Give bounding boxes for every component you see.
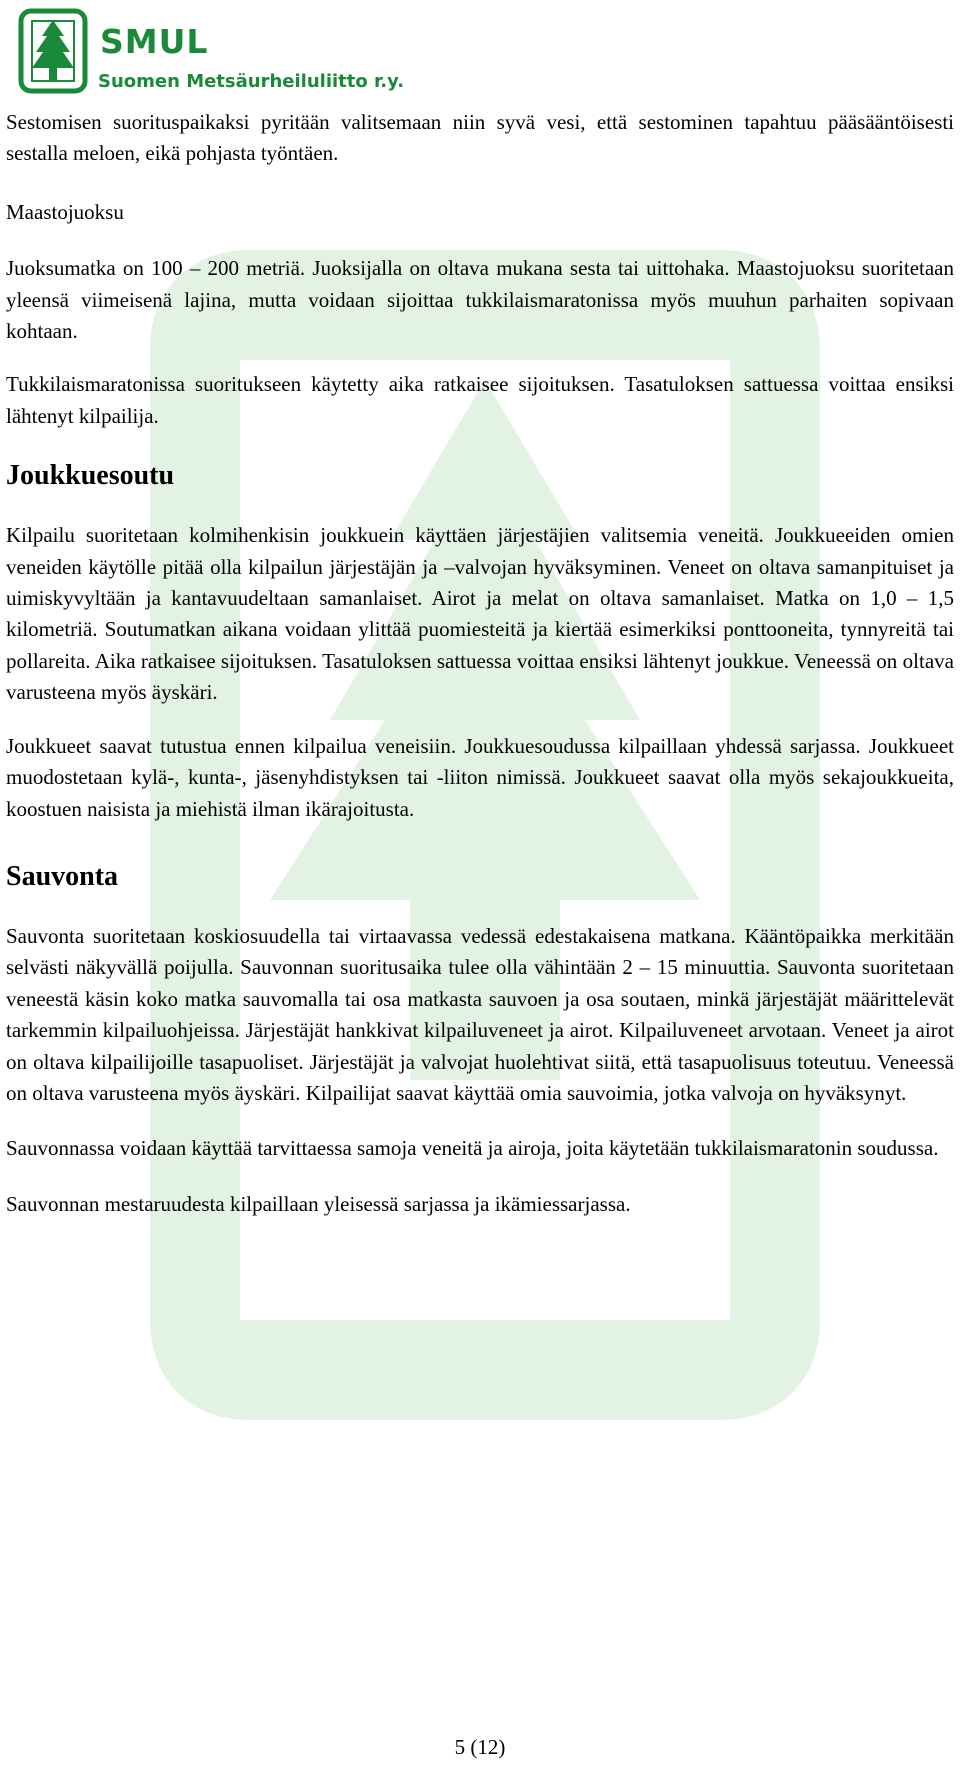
paragraph: Sauvonnan mestaruudesta kilpaillaan yleisessä sarjassa ja ikämiessarjassa. — [6, 1191, 631, 1216]
page-number: 5 (12) — [454, 1735, 506, 1759]
paragraph: Tukkilaismaratonissa suoritukseen käytetty aika ratkaisee sijoituksen. Tasatuloksen sattuessa voittaa ensiksi lähtenyt kilpailija. — [6, 372, 954, 428]
paragraph: Sestomisen suorituspaikaksi pyritään valitsemaan niin syvä vesi, että sestominen tapahtuu pääsääntöisesti sestalla meloen, eikä pohjasta työntäen. — [6, 110, 954, 166]
letterhead — [18, 8, 478, 100]
document-body — [6, 107, 954, 1220]
org-full-name: Suomen Metsäurheiluliitto r.y. — [98, 71, 405, 92]
pine-tree-logo-icon — [18, 8, 88, 94]
paragraph: Joukkueet saavat tutustua ennen kilpailua veneisiin. Joukkuesoudussa kilpaillaan yhdessä sarjassa. Joukkueet muodostetaan kylä-, kunta-, jäsenyhdistyksen tai -liiton nimissä. Joukkueet saavat olla myös sekajoukkueita, koostuen naisista ja miehistä ilman ikärajoitusta. — [6, 733, 954, 821]
paragraph: Sauvonta suoritetaan koskiosuudella tai virtaavassa vedessä edestakaisena matkana. Kääntöpaikka merkitään selvästi näkyvällä poijulla. Sauvonnan suoritusaika tulee olla vähintään 2 – 15 minuuttia. Sauvonta suoritetaan veneestä käsin koko matka sauvomalla tai osa matkasta sauvoen ja osa soutaen, minkä järjestäjät määrittelevät tarkemmin kilpailuohjeissa. Järjestäjät hankkivat kilpailuveneet ja airot. Kilpailuveneet arvotaan. Veneet ja airot on oltava kilpailijoille tasapuoliset. Järjestäjät ja valvojat huolehtivat siitä, että tasapuolisuus toteutuu. Veneessä on oltava varusteena myös äyskäri. Kilpailijat saavat käyttää omia sauvoimia, jotka valvoja on hyväksynyt. — [6, 923, 954, 1105]
section-heading: Joukkuesoutu — [6, 460, 175, 492]
section-heading: Sauvonta — [6, 860, 119, 892]
section-label: Maastojuoksu — [6, 199, 124, 224]
org-short-name: SMUL — [100, 22, 209, 61]
paragraph: Sauvonnassa voidaan käyttää tarvittaessa samoja veneitä ja airoja, joita käytetään tukkilaismaratonin soudussa. — [6, 1136, 939, 1161]
paragraph: Juoksumatka on 100 – 200 metriä. Juoksijalla on oltava mukana sesta tai uittohaka. Maastojuoksu suoritetaan yleensä viimeisenä lajina, mutta voidaan sijoittaa tukkilaismaratonissa myös muuhun parhaiten sopivaan kohtaan. — [6, 256, 954, 344]
paragraph: Kilpailu suoritetaan kolmihenkisin joukkuein käyttäen järjestäjien valitsemia veneitä. Joukkueeiden omien veneiden käytölle pitää olla kilpailun järjestäjän ja –valvojan hyväksyminen. Veneet on oltava samanpituiset ja uimiskyvyltään ja kantavuudeltaan samanlaiset. Airot ja melat on oltava samanlaiset. Matka on 1,0 – 1,5 kilometriä. Soutumatkan aikana voidaan ylittää puomiesteitä ja kiertää esimerkiksi ponttooneita, tynnyreitä tai pollareita. Aika ratkaisee sijoituksen. Tasatuloksen sattuessa voittaa ensiksi lähtenyt joukkue. Veneessä on oltava varusteena myös äyskäri. — [6, 523, 954, 705]
